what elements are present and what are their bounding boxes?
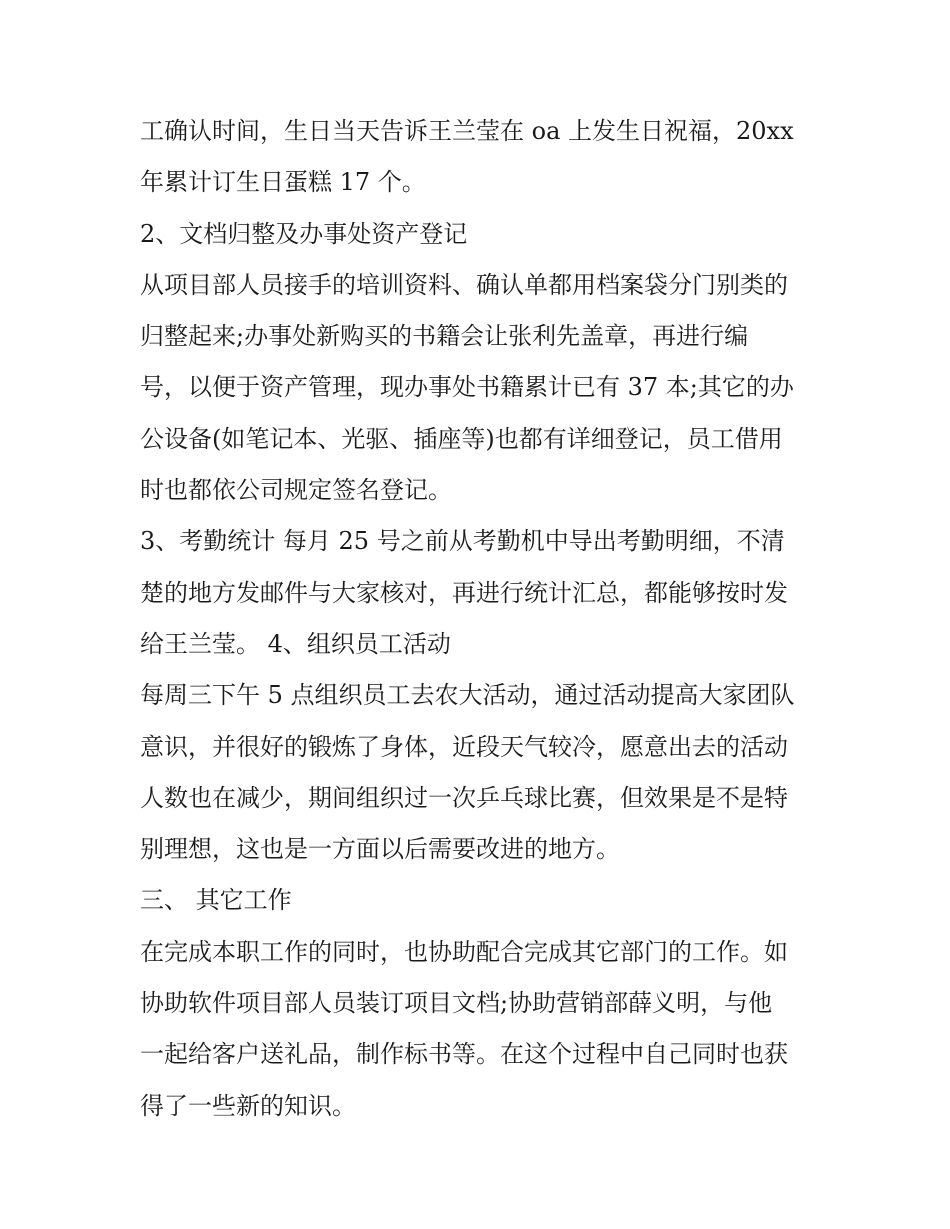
text-line: 一起给客户送礼品，制作标书等。在这个过程中自己同时也获 <box>140 1040 788 1069</box>
text-line: 意识，并很好的锻炼了身体，近段天气较冷，愿意出去的活动 <box>140 732 788 761</box>
text-line: 归整起来;办事处新购买的书籍会让张利先盖章，再进行编 <box>140 322 749 351</box>
text-line: 得了一些新的知识。 <box>140 1091 356 1120</box>
text-line: 每周三下午 5 点组织员工去农大活动，通过活动提高大家团队 <box>140 681 795 710</box>
text-line: 在完成本职工作的同时，也协助配合完成其它部门的工作。如 <box>140 937 788 966</box>
text-line: 楚的地方发邮件与大家核对，再进行统计汇总，都能够按时发 <box>140 578 788 607</box>
text-line: 号，以便于资产管理，现办事处书籍累计已有 37 本;其它的办 <box>140 373 794 402</box>
text-line: 工确认时间，生日当天告诉王兰莹在 oa 上发生日祝福，20xx <box>140 117 794 145</box>
section-heading: 三、 其它工作 <box>140 886 292 915</box>
text-line: 协助软件项目部人员装订项目文档;协助营销部薛义明，与他 <box>140 989 773 1018</box>
document-body <box>140 106 820 1132</box>
text-line: 从项目部人员接手的培训资料、确认单都用档案袋分门别类的 <box>140 270 788 299</box>
text-line: 别理想，这也是一方面以后需要改进的地方。 <box>140 835 620 864</box>
text-line: 公设备(如笔记本、光驱、插座等)也都有详细登记，员工借用 <box>140 424 783 453</box>
text-line: 年累计订生日蛋糕 17 个。 <box>140 168 426 197</box>
text-line: 给王兰莹。 4、组织员工活动 <box>140 629 451 658</box>
text-line: 时也都依公司规定签名登记。 <box>140 476 452 505</box>
section-heading: 2、文档归整及办事处资产登记 <box>140 219 468 248</box>
text-line: 人数也在减少，期间组织过一次乒乓球比赛，但效果是不是特 <box>140 783 788 812</box>
section-heading: 3、考勤统计 每月 25 号之前从考勤机中导出考勤明细，不清 <box>140 527 785 556</box>
